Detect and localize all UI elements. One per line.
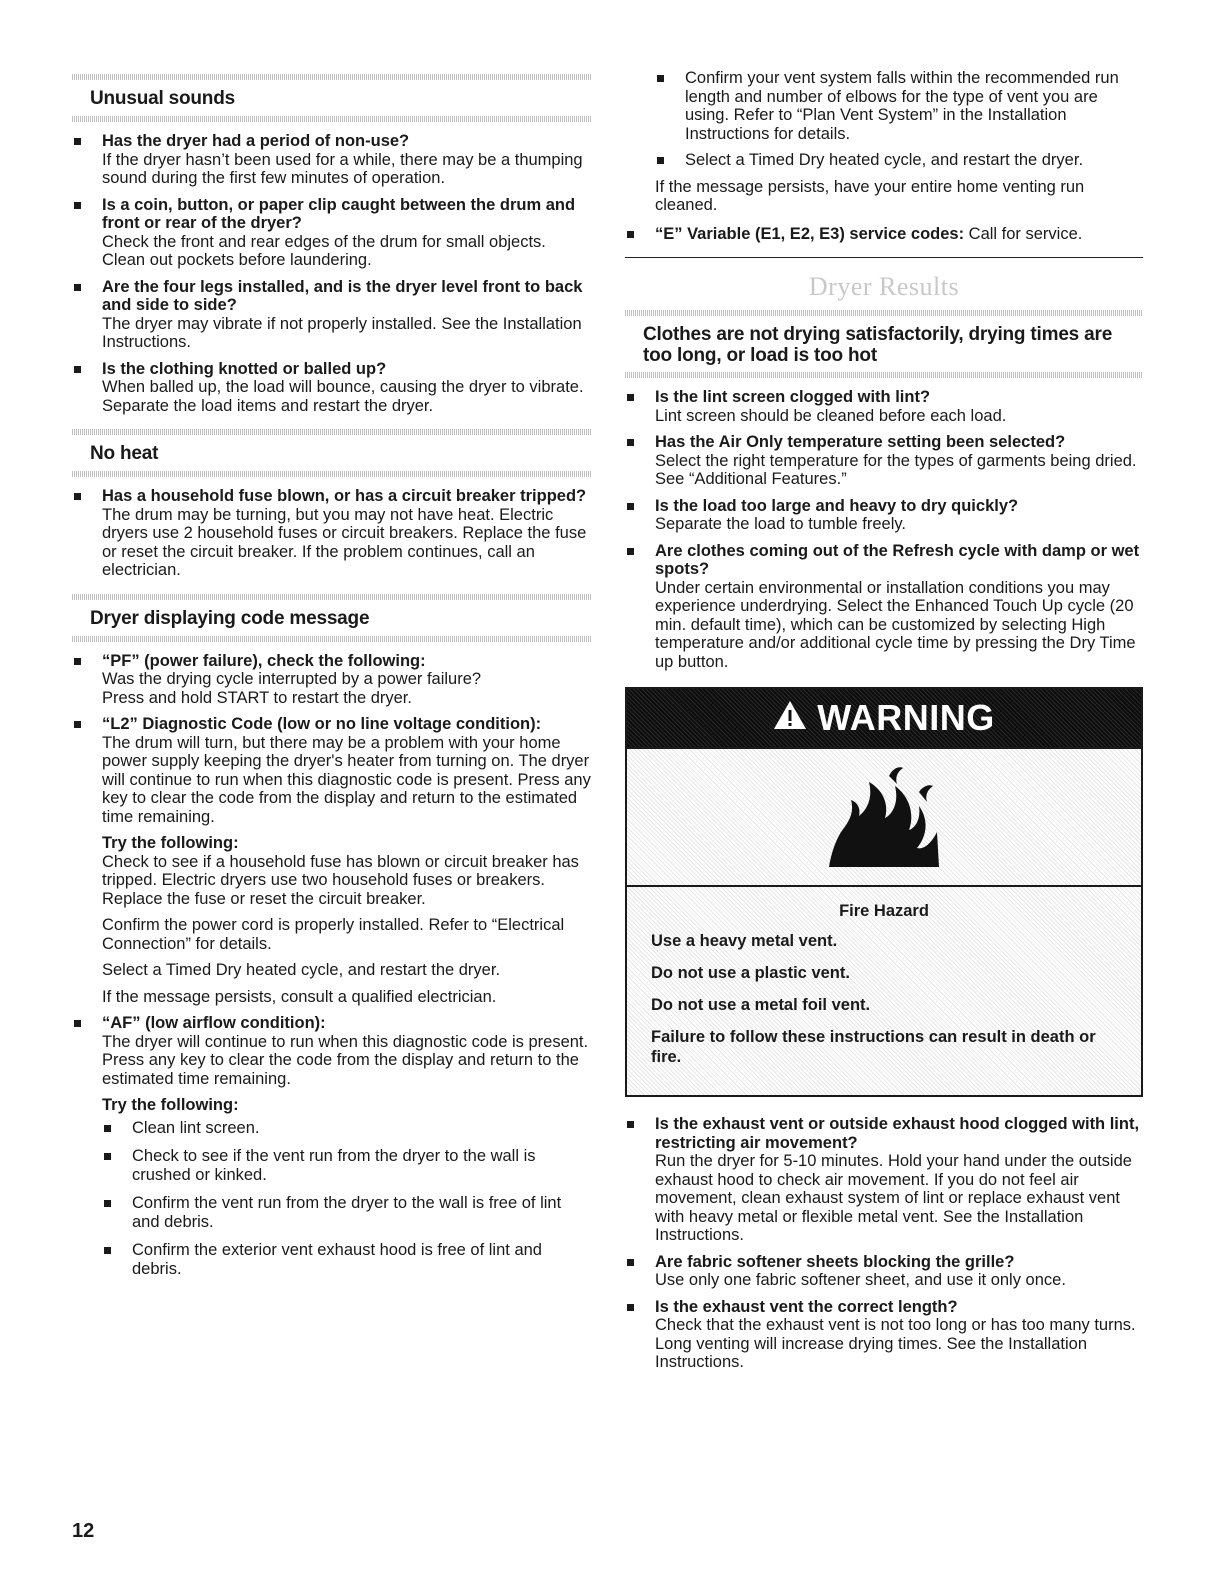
list-item: Is a coin, button, or paper clip caught between the drum and front or rear of the dryer? Check the front and rear edges of the drum for small objects. Clean out pockets before laundering. — [72, 196, 592, 270]
list-item: Is the clothing knotted or balled up? When balled up, the load will bounce, causing the dryer to vibrate. Separate the load items and restart the dryer. — [72, 360, 592, 416]
no-heat-list — [72, 487, 592, 580]
page-number: 12 — [72, 1520, 95, 1542]
section-no-heat — [72, 429, 592, 477]
list-item-l2: “L2” Diagnostic Code (low or no line voltage condition): The drum will turn, but there may be a problem with your home power supply keeping the dryer's heater from turning on. The dryer will continue to run when this diagnostic code is present. Press any key to clear the code from the display and return to the estimated time remaining. Try the following: Check to see if a household fuse has blown or circuit breaker has tripped. Electric dryers use two household fuses or breakers. Replace the fuse or reset the circuit breaker. Confirm the power cord is properly installed. Refer to “Electrical Connection” for details. Select a Timed Dry heated cycle, and restart the dryer. If the message persists, consult a qualified electrician. — [72, 715, 592, 1006]
left-column — [72, 74, 592, 1288]
persist-paragraph: If the message persists, have your entire home venting run cleaned. — [655, 177, 1085, 214]
section-code-message — [72, 594, 592, 642]
section-title: Dryer displaying code message — [90, 607, 370, 629]
divider — [625, 257, 1143, 258]
list-item: Has a household fuse blown, or has a circuit breaker tripped? The drum may be turning, but you may not have heat. Electric dryers use 2 household fuses or circuit breakers. Replace the fuse or reset the circuit breaker. If the problem continues, call an electrician. — [72, 487, 592, 580]
af-steps-list — [102, 1119, 592, 1279]
warning-triangle-icon — [773, 697, 807, 739]
section-title: No heat — [90, 443, 159, 464]
list-item: Are clothes coming out of the Refresh cycle with damp or wet spots? Under certain environmental or installation conditions you may experience underdrying. Select the Enhanced Touch Up cycle (20 min. default time), which can be customized by selecting High temperature and/or additional cycle time by pressing the Dry Time up button. — [625, 542, 1143, 672]
list-item: Confirm the vent run from the dryer to the wall is free of lint and debris. — [102, 1194, 592, 1231]
section-title: Clothes are not drying satisfactorily, drying times are too long, or load is too hot — [643, 324, 1113, 366]
warning-text — [627, 887, 1141, 1095]
list-item: Is the lint screen clogged with lint? Lint screen should be cleaned before each load. — [625, 388, 1143, 425]
right-column — [625, 69, 1143, 1380]
warning-line: Do not use a metal foil vent. — [651, 996, 871, 1014]
warning-line: Do not use a plastic vent. — [651, 964, 850, 982]
list-item-pf: “PF” (power failure), check the following: Was the drying cycle interrupted by a power failure? Press and hold START to restart the dryer. — [72, 652, 592, 708]
list-item: Select a Timed Dry heated cycle, and restart the dryer. — [655, 151, 1143, 170]
list-item: Has the dryer had a period of non-use? If the dryer hasn’t been used for a while, there may be a thumping sound during the first few minutes of operation. — [72, 132, 592, 188]
warning-header — [627, 689, 1141, 747]
section-clothes-not-drying — [625, 310, 1143, 378]
drying-list — [625, 388, 1143, 671]
section-unusual-sounds — [72, 74, 592, 122]
list-item: Clean lint screen. — [102, 1119, 592, 1138]
list-item: Is the load too large and heavy to dry quickly? Separate the load to tumble freely. — [625, 497, 1143, 534]
list-item: Are fabric softener sheets blocking the grille? Use only one fabric softener sheet, and use it only once. — [625, 1253, 1143, 1290]
list-item: Are the four legs installed, and is the dryer level front to back and side to side? The dryer may vibrate if not properly installed. See the Installation Instructions. — [72, 278, 592, 352]
list-item: “E” Variable (E1, E2, E3) service codes: Call for service. — [625, 225, 1143, 244]
list-item: Confirm your vent system falls within the recommended run length and number of elbows for the type of vent you are using. Refer to “Plan Vent System” in the Installation Instructions for details. — [655, 69, 1143, 143]
hazard-label: Fire Hazard — [839, 902, 929, 920]
list-item: Is the exhaust vent the correct length? Check that the exhaust vent is not too long or has too many turns. Long venting will increase drying times. See the Installation Instructions. — [625, 1298, 1143, 1372]
exhaust-list — [625, 1115, 1143, 1372]
list-item: Is the exhaust vent or outside exhaust hood clogged with lint, restricting air movement? Run the dryer for 5-10 minutes. Hold your hand under the outside exhaust hood to check air movement. If you do not feel air movement, clean exhaust system of lint or replace exhaust vent with heavy metal or flexible metal vent. See the Installation Instructions. — [625, 1115, 1143, 1245]
warning-line: Use a heavy metal vent. — [651, 932, 838, 950]
list-item-af: “AF” (low airflow condition): The dryer will continue to run when this diagnostic code is present. Press any key to clear the code from the display and return to the estimated time remaining. Try the following: Clean lint screen. Check to see if the vent run from the dryer to the wall is crushed or kinked. Confirm the vent run from the dryer to the wall is free of lint and debris. Confirm the exterior vent exhaust hood is free of lint and debris. — [72, 1014, 592, 1278]
list-item: Confirm the exterior vent exhaust hood is free of lint and debris. — [102, 1241, 592, 1278]
dryer-results-title: Dryer Results — [808, 272, 960, 301]
unusual-sounds-list — [72, 132, 592, 415]
warning-line: Failure to follow these instructions can result in death or fire. — [651, 1028, 1096, 1066]
continued-steps — [625, 69, 1143, 170]
fire-icon — [819, 762, 949, 872]
warning-box — [625, 687, 1143, 1097]
e-codes-list — [625, 225, 1143, 244]
list-item: Has the Air Only temperature setting been selected? Select the right temperature for the types of garments being dried. See “Additional Features.” — [625, 433, 1143, 489]
list-item: Check to see if the vent run from the dryer to the wall is crushed or kinked. — [102, 1147, 592, 1184]
warning-title: WARNING — [817, 697, 995, 738]
code-message-list — [72, 652, 592, 1279]
section-title: Unusual sounds — [90, 88, 235, 109]
